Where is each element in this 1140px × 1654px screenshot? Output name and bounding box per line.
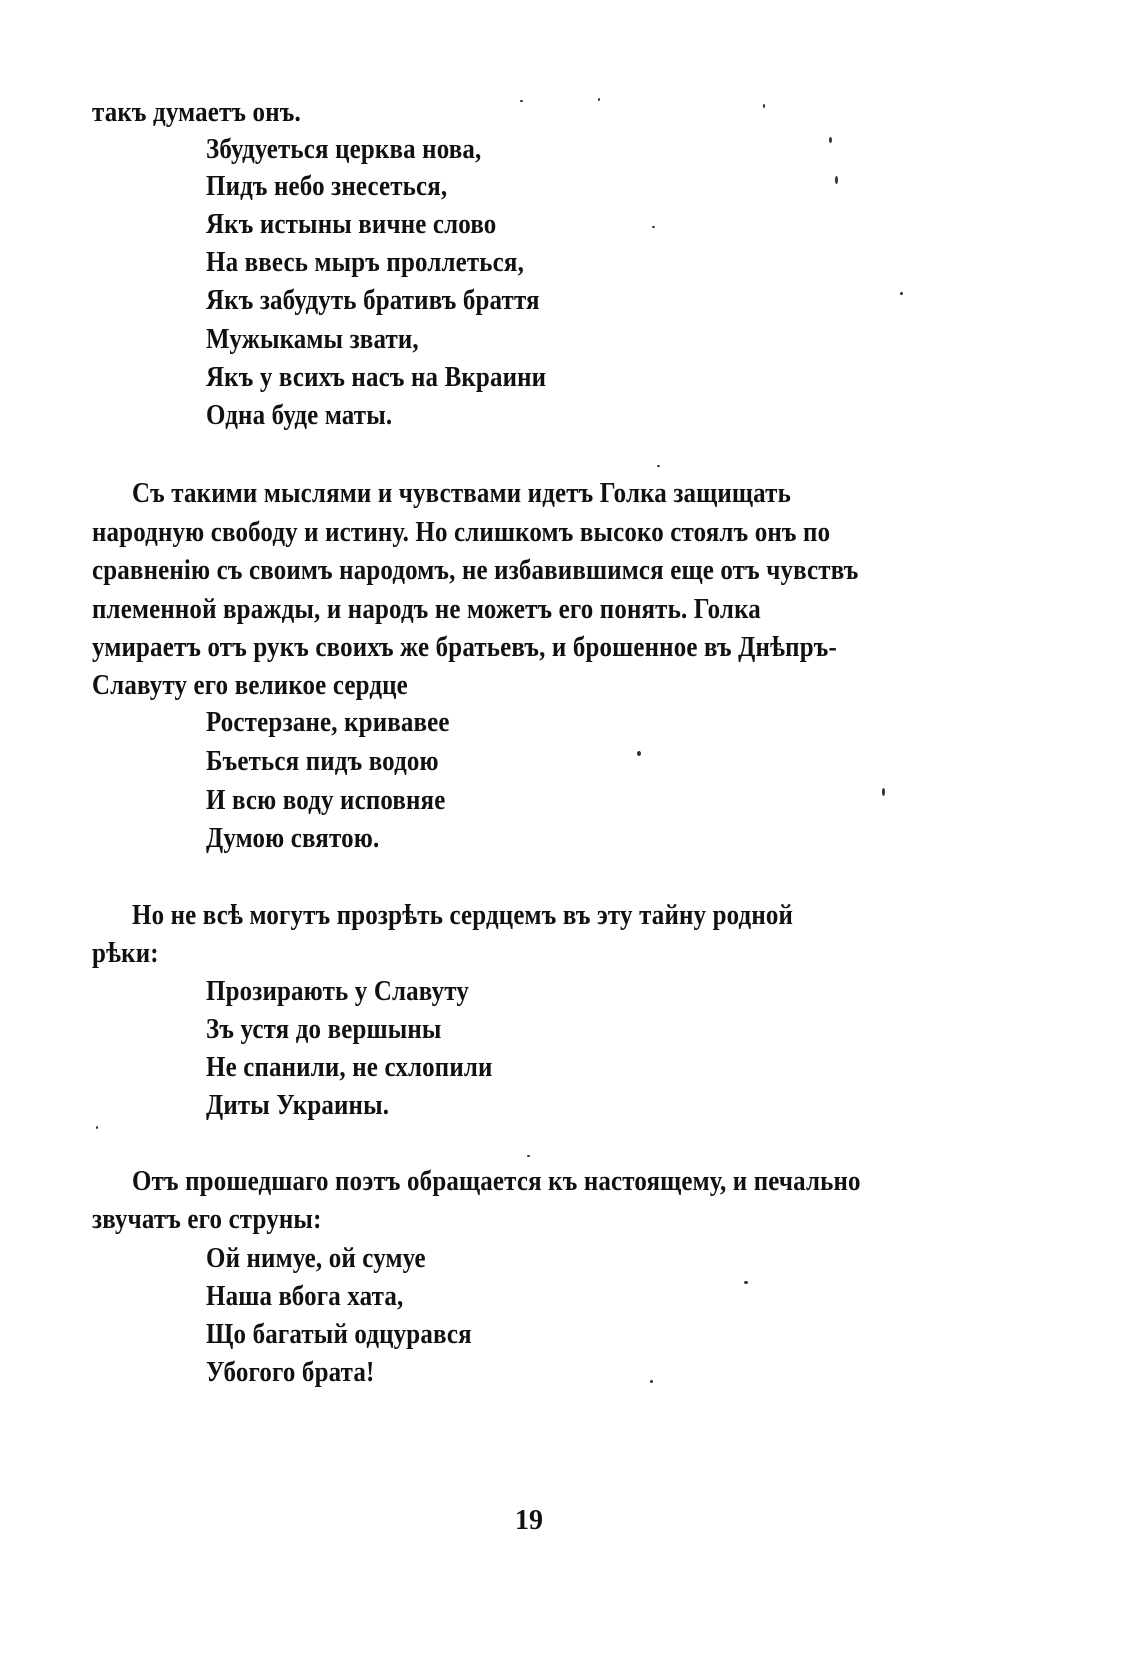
prose-line: Но не всѣ могутъ прозрѣть сердцемъ въ эту тайну родной <box>132 899 794 931</box>
verse-line: Ой нимуе, ой сумуе <box>206 1242 426 1274</box>
verse-line: Убогого брата! <box>206 1356 375 1388</box>
page-number: 19 <box>515 1505 543 1536</box>
prose-line: народную свободу и истину. Но слишкомъ высоко стоялъ онъ по <box>92 516 831 548</box>
verse-line: И всю воду исповняе <box>206 784 446 816</box>
scan-speck <box>657 465 660 467</box>
verse-line: Якъ истыны вичне слово <box>206 208 497 240</box>
prose-line: Славуту его великое сердце <box>92 669 408 701</box>
prose-line: умираетъ отъ рукъ своихъ же братьевъ, и брошенное въ Днѣпръ- <box>92 631 837 663</box>
verse-line: Ростерзане, кривавее <box>206 706 450 738</box>
verse-line: Пидъ небо знесеться, <box>206 170 448 202</box>
verse-line: Бъеться пидъ водою <box>206 745 439 777</box>
verse-line: На ввесь мыръ проллеться, <box>206 246 524 278</box>
verse-line: Наша вбога хата, <box>206 1280 404 1312</box>
scan-speck <box>520 100 523 102</box>
scan-speck <box>637 751 641 756</box>
scan-speck <box>835 176 838 184</box>
scan-speck <box>527 1155 530 1157</box>
scan-speck <box>900 292 903 295</box>
verse-line: Збудуеться церква нова, <box>206 133 482 165</box>
verse-line: Зъ устя до вершыны <box>206 1013 442 1045</box>
verse-line: Одна буде маты. <box>206 399 393 431</box>
scan-speck <box>598 98 600 101</box>
scan-speck <box>882 788 885 796</box>
verse-line: Мужыкамы звати, <box>206 323 419 355</box>
verse-line: Диты Украины. <box>206 1089 390 1121</box>
verse-line: Не спанили, не схлопили <box>206 1051 493 1083</box>
scan-speck <box>763 104 765 108</box>
scan-speck <box>650 1380 653 1383</box>
verse-line: Якъ у всихъ насъ на Вкраини <box>206 361 547 393</box>
scan-speck <box>829 137 832 143</box>
scan-speck <box>652 226 655 228</box>
prose-line: Съ такими мыслями и чувствами идетъ Голка защищать <box>132 477 791 509</box>
scan-speck <box>744 1281 748 1284</box>
verse-line: Якъ забудуть бративъ браття <box>206 284 540 316</box>
verse-line: Що багатый одцурався <box>206 1318 472 1350</box>
verse-line: Прозирають у Славуту <box>206 975 469 1007</box>
verse-line: Думою святою. <box>206 822 380 854</box>
prose-line: рѣки: <box>92 937 159 969</box>
prose-line: племенной вражды, и народъ не можетъ его понять. Голка <box>92 593 761 625</box>
prose-line: сравненію съ своимъ народомъ, не избавившимся еще отъ чувствъ <box>92 554 859 586</box>
prose-line: звучатъ его струны: <box>92 1203 322 1235</box>
prose-line: Отъ прошедшаго поэтъ обращается къ настоящему, и печально <box>132 1165 861 1197</box>
text-line: такъ думаетъ онъ. <box>92 96 301 128</box>
scan-speck <box>96 1126 98 1129</box>
